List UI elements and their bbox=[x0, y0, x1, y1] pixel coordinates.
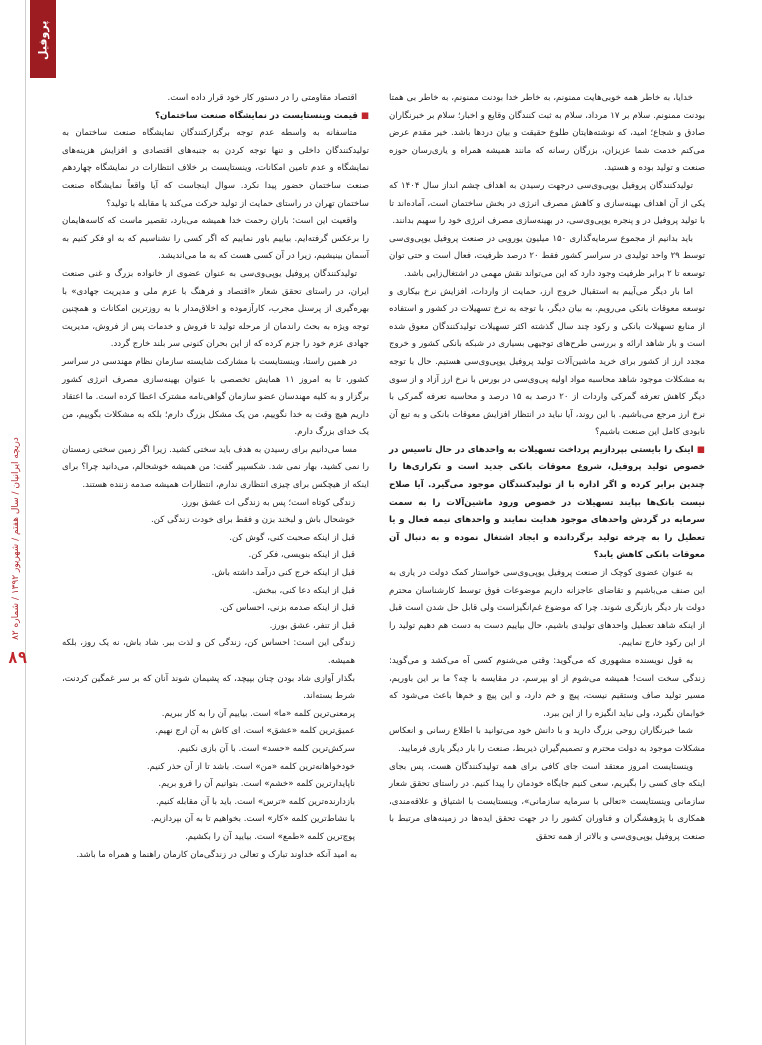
verse-line: قبل از تنفر، عشق بورز. bbox=[269, 620, 355, 631]
verse-line: بازدارنده‌ترین کلمه «ترس» است. باید با آن مقابله کنیم. bbox=[155, 796, 355, 807]
paragraph: در همین راستا، وینستایست با مشارکت شایسته سازمان نظام مهندسی در سراسر کشور، تا به امروز ۱۱ همایش تخصصی با عنوان بهینه‌سازی مصرف انرژی کشور برگزار و به کلیه مهندسان عضو سازمان گواهی‌نامه مشترک اعطا کرده است. ما اعتقاد داریم هیچ وقت به خدا نگوییم، من یک مشکل بزرگ دارم؛ بلکه به مشکلات بگوییم، من یک خدای بزرگ دارم. bbox=[62, 356, 369, 438]
paragraph: مسا می‌دانیم برای رسیدن به هدف باید سختی کشید. زیرا اگر زمین سختی زمستان را نمی کشید، بهار نمی شد. شکسپیر گفت: من همیشه خوشحالم، می‌دانید چرا؟ برای اینکه از هیچکس برای چیزی انتظاری ندارم، انتظارات همیشه صدمه زننده هستند. bbox=[62, 444, 369, 491]
verse-line: خوشحال باش و لبخند بزن و فقط برای خودت زندگی کن. bbox=[151, 515, 355, 526]
verse-line: سرکش‌ترین کلمه «حسد» است. با آن بازی نکنیم. bbox=[177, 743, 355, 754]
verse-line: عمیق‌ترین کلمه «عشق» است. ای کاش به آن ارج نهیم. bbox=[155, 726, 355, 737]
paragraph: اقتصاد مقاومتی را در دستور کار خود قرار داده است. bbox=[167, 93, 357, 103]
magazine-issue-label: دریچه ایرانیان / سال هفتم / شهریور ۱۳۹۲ / شماره ۸۲ bbox=[11, 437, 21, 640]
verse-line: زندگی این است: احساس کن، زندگی کن و لذت ببر. شاد باش، نه یک روز، بلکه همیشه. bbox=[62, 638, 355, 666]
paragraph: به عنوان عضوی کوچک از صنعت پروفیل یوپی‌وی‌سی خواستار کمک دولت در یاری به این صنف می‌باشیم و تقاضای عاجزانه داریم موضوعات فوق توسط کارشناسان محترم دولت بار دیگر بازنگری شوند. چرا که موضوع غم‌انگیزاست ولی قابل حل شدن است قبل از اینکه شاهد تعطیل واحدهای تولیدی باشیم، حال بیاییم دست به دست هم دهیم تولید را از این رکود خارج نماییم. bbox=[389, 568, 705, 649]
verse-line: با نشاط‌ترین کلمه «کار» است. بخواهیم تا به آن بپردازیم. bbox=[150, 814, 355, 825]
paragraph: تولیدکنندگان پروفیل یوپی‌وی‌سی به عنوان عضوی از خانواده بزرگ و غنی صنعت ایران، در راستای تحقق شعار «اقتصاد و فرهنگ با عزم ملی و مدیریت جهادی» با بهره‌گیری از پرسنل مجرب، کارآزموده و اخلاق‌مدار با به روزترین امکانات و همچنین توجه ویژه به بحث راندمان از مرحله تولید تا فروش و خدمات پس از فروش، مدیریت جهادی عزم خود را جزم کرده که از این بحران کنونی سر بلند خارج گردد. bbox=[62, 268, 369, 350]
paragraph: وینستایست امروز معتقد است جای کافی برای همه تولیدکنندگان هست، پس بجای اینکه جای کسی را بگیریم، سعی کنیم جایگاه خودمان را پیدا کنیم. در راستای تحقق شعار سازمانی وینستایست «تعالی با سرمایه سازمانی»، وینستایست با اشتیاق و علاقه‌مندی، همکاری با پژوهشگران و فناوران کشور را در جهت تحقق ایده‌ها در زمینه‌های مرتبط با صنعت پروفیل یوپی‌وی‌سی و بالاتر از همه تحقق bbox=[389, 761, 705, 842]
verse-line: پوچ‌ترین کلمه «طمع» است. بیایید آن را بکشیم. bbox=[185, 831, 355, 842]
verse-line: قبل از اینکه صحبت کنی، گوش کن. bbox=[229, 532, 355, 543]
verse-line: قبل از اینکه خرج کنی درآمد داشته باش. bbox=[211, 568, 355, 579]
section-question: ■ اینک را بایستی بپردازیم پرداخت تسهیلات به واحدهای در حال تاسیس در خصوص تولید پروفیل، شروع معوقات بانکی جدید است و تکراری‌ها را چندین برابر کرده و اگر اداره با از تولیدکنندگان موجود می‌گیرد. آیا صلاح نیست بانک‌ها بپایند تسهیلات در خصوص ورود ماشین‌آلات را به سمت سرمایه در گردش واحدهای موجود هدایت نمایند و واحدهای نیمه فعال و یا تعطیل را به چرخه تولید برگردانده و ایجاد اشتغال نموده و به دنبال آن معوقات بانکی کاهش یابد؟ bbox=[389, 442, 705, 565]
verse-line: زندگی کوتاه است؛ پس به زندگی ات عشق بورز. bbox=[181, 497, 355, 508]
paragraph: تولیدکنندگان پروفیل یوپی‌وی‌سی درجهت رسیدن به اهداف چشم انداز سال ۱۴۰۴ که یکی از آن اهداف بهینه‌سازی و کاهش مصرف انرژی در بخش ساختمان است، آماده‌اند تا با تولید پروفیل در و پنجره یوپی‌وی‌سی، در بهینه‌سازی مصرف انرژی خود را سهیم بدانند. bbox=[389, 180, 705, 227]
verse-line: خودخواهانه‌ترین کلمه «من» است. باشد تا از آن حذر کنیم. bbox=[146, 761, 355, 772]
verse-line: قبل از اینکه صدمه بزنی، احساس کن. bbox=[219, 603, 355, 614]
verse-line: بگذار آوازی شاد بودن چنان بپیچد، که پشیمان شوند آنان که بر سر غمگین کردنت، شرط بسته‌اند. bbox=[62, 673, 355, 702]
paragraph: اما بار دیگر می‌آییم به استقبال خروج ارز، حمایت از واردات، افزایش نرخ بیکاری و توسعه معوقات بانکی می‌رویم. به بیان دیگر، با توجه به نرخ تسهیلات در کشور و استفاده از منابع تسهیلات بانکی و رکود چند سال گذشته اکثر تسهیلات تولیدکنندگان معوق شده است و بار شاهد ارائه و بررسی طرح‌های توجیهی بسیاری در شبکه بانکی کشور و خروج مجدد ارز از کشور برای خرید ماشین‌آلات تولید پروفیل یوپی‌وی‌سی هستیم. حال با توجه به مشکلات موجود شاهد محاسبه مواد اولیه پی‌وی‌سی در بورس با نرخ ارز آزاد و از سوی دیگر کاهش تعرفه گمرکی واردات از ۲۰ درصد به ۱۵ درصد و محاسبه تعرفه گمرکی با نرخ ارز مرجع می‌باشیم. با این روند، آیا نباید در انتظار افزایش معوقات بانکی و به تبع آن نابودی کامل این صنعت باشیم؟ bbox=[389, 286, 706, 438]
article-column-left bbox=[62, 90, 369, 864]
paragraph: متاسفانه به واسطه عدم توجه برگزارکنندگان نمایشگاه صنعت ساختمان به تولیدکنندگان داخلی و تنها توجه کردن به جنبه‌های اقتصادی و افزایش هزینه‌های نمایشگاه و عدم تامین امکانات، وینستایست بر خلاف انتظارات در نمایشگاه چهاردهم صنعت ساختمان حضور پیدا نکرد. سوال اینجاست که آیا واقعاً نمایشگاه صنعت ساختمان تهران در راستای حمایت از تولید حرکت می‌کند یا مقابله با تولید؟ bbox=[62, 128, 369, 209]
article-column-right bbox=[389, 90, 705, 847]
page-sidebar bbox=[0, 0, 28, 1045]
verse-line: پرمعنی‌ترین کلمه «ما» است. بیاییم آن را به کار ببریم. bbox=[161, 708, 355, 719]
paragraph: به قول نویسنده مشهوری که می‌گوید: وقتی می‌شنوم کسی آه می‌کشد و می‌گوید: زندگی سخت است! همیشه می‌شوم از او بپرسم، در مقایسه با چه؟ ما بر این باوریم، مسیر تولید صاف وستقیم نیست، پیچ و خم دارد، و این پیچ و خم‌ها باعث می‌شود که خوابمان نگیرد، ولی نباید انگیزه را از این ببرد. bbox=[389, 656, 705, 719]
verse-line: قبل از اینکه دعا کنی، ببخش. bbox=[252, 585, 355, 596]
paragraph: به امید آنکه خداوند تبارک و تعالی در زندگی‌مان کارمان راهنما و همراه ما باشد. bbox=[76, 849, 357, 860]
verse-line: ناپایدارترین کلمه «خشم» است. بتوانیم آن را فرو بریم. bbox=[158, 779, 355, 790]
paragraph: باید بدانیم از مجموع سرمایه‌گذاری ۱۵۰ میلیون یورویی در صنعت پروفیل یوپی‌وی‌سی توسط ۲۹ واحد تولیدی در سراسر کشور فقط ۲۰ درصد ظرفیت، فعال است و حتی توان توسعه تا ۲ برابر ظرفیت وجود دارد که این می‌تواند نقش مهمی در اشتغال‌زایی باشد. bbox=[389, 233, 706, 279]
sidebar-divider bbox=[25, 0, 26, 1045]
paragraph: واقعیت این است: باران رحمت خدا همیشه می‌بارد، تقصیر ماست که کاسه‌هایمان را برعکس گرفته‌ایم. بیاییم باور نماییم که اگر کسی را نشناسیم که به او فکر کنیم به آسمان بینیشیم، زیرا در آن کسی هست که به ما می‌اندیشد. bbox=[62, 216, 369, 262]
section-tab-label: پروفیل bbox=[36, 20, 50, 60]
paragraph: شما خبرنگاران روحی بزرگ دارید و با دانش خود می‌توانید با اطلاع رسانی و انعکاس مشکلات موجود به دولت محترم و تصمیم‌گیران ذیربط، صنعت را بار دیگر یاری فرمایید. bbox=[389, 726, 705, 754]
verse-line: قبل از اینکه بنویسی، فکر کن. bbox=[248, 550, 355, 561]
page-number: ۸۹ bbox=[8, 648, 28, 667]
section-question: ■ قیمت وینستایست در نمایشگاه صنعت ساختمان؟ bbox=[62, 108, 369, 126]
paragraph: خدایا، به خاطر همه خوبی‌هایت ممنونم، به خاطر خدا بودنت ممنونم، به خاطر بی همتا بودنت ممنونم. سلام بر ۱۷ مرداد، سلام به ثبت کنندگان وقایع و اخبار؛ سلام بر خبرنگاران صادق و شجاع؛ امید، که نوشته‌هایتان طلوع حقیقت و بیان دردها باشد. خیر مقدم عرض می‌کنم خدمت شما عزیزان، بزرگان رسانه که مانند همیشه همراه و یاری‌رسان حوزه صنعت و تولید بوده و هستید. bbox=[389, 93, 705, 174]
